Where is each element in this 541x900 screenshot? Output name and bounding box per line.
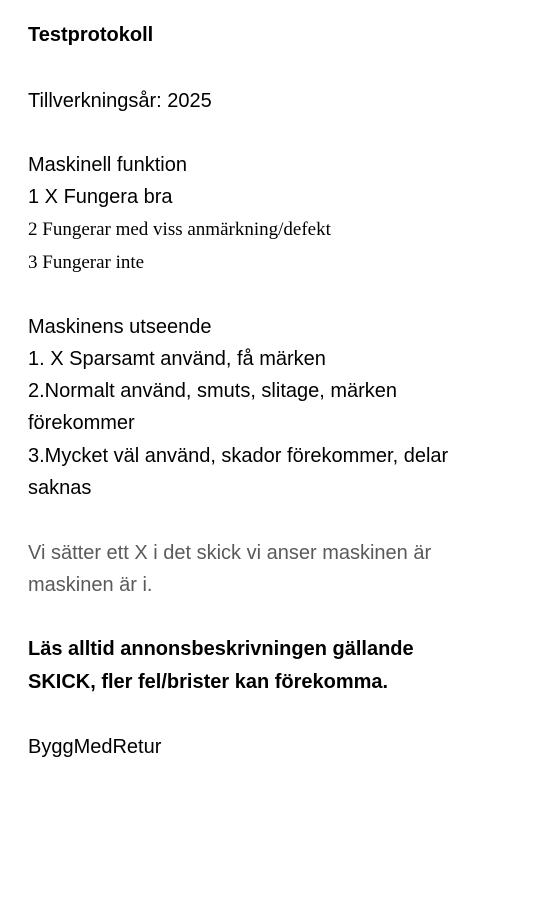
warning-line-1: Läs alltid annonsbeskrivningen gällande	[28, 638, 414, 660]
document-title: Testprotokoll	[28, 24, 154, 46]
machine-function-option-3: 3 Fungerar inte	[28, 252, 145, 273]
machine-appearance-option-3-line-2: saknas	[28, 477, 92, 499]
machine-appearance-option-2-line-2: förekommer	[28, 412, 135, 434]
machine-appearance-option-1: 1. X Sparsamt använd, få märken	[28, 348, 326, 370]
machine-appearance-option-2-line-1: 2.Normalt använd, smuts, slitage, märken	[28, 380, 398, 402]
note-line-2: maskinen är i.	[28, 574, 153, 596]
machine-appearance-heading: Maskinens utseende	[28, 316, 212, 338]
machine-function-option-2: 2 Fungerar med viss anmärkning/defekt	[28, 219, 331, 240]
machine-function-option-1: 1 X Fungera bra	[28, 186, 173, 208]
manufacture-year: Tillverkningsår: 2025	[28, 90, 212, 112]
signature: ByggMedRetur	[28, 736, 162, 758]
machine-function-heading: Maskinell funktion	[28, 154, 187, 176]
warning-line-2: SKICK, fler fel/brister kan förekomma.	[28, 671, 389, 693]
machine-appearance-option-3-line-1: 3.Mycket väl använd, skador förekommer, delar	[28, 445, 449, 467]
note-line-1: Vi sätter ett X i det skick vi anser maskinen är	[28, 542, 432, 564]
